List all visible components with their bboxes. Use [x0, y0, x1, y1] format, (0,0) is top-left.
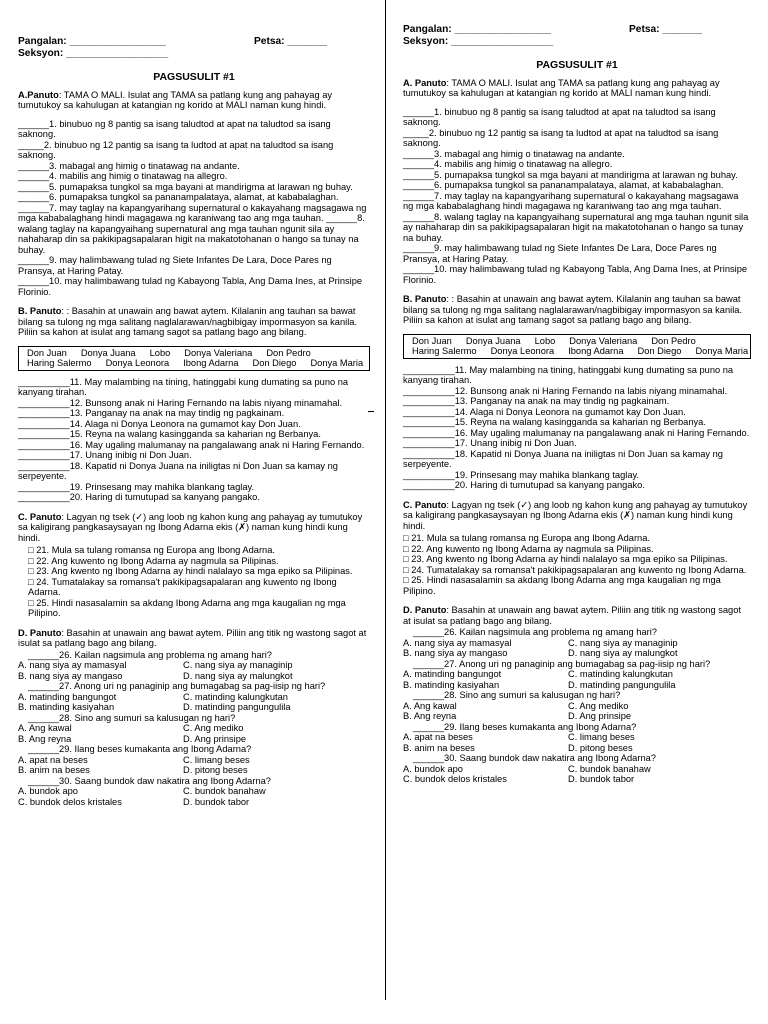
box-name: Don Pedro — [651, 335, 696, 346]
list-item: __________18. Kapatid ni Donya Juana na iniligtas ni Don Juan sa kamay ng serpeyente. — [403, 448, 723, 470]
box-name: Haring Salermo — [412, 346, 477, 357]
choices — [18, 692, 370, 713]
section-field: Seksyon: __________________ — [403, 36, 554, 47]
choice: D. bundok tabor — [183, 796, 250, 807]
list-item: __________14. Alaga ni Donya Leonora na gumamot kay Don Juan. — [403, 406, 686, 417]
list-item: ______5. pumapaksa tungkol sa mga bayani at mandirigma at larawan ng buhay. — [18, 181, 353, 192]
choice: C. limang beses — [183, 754, 250, 765]
part-b-items — [18, 377, 370, 503]
choice: C. limang beses — [568, 732, 635, 743]
checkbox-item[interactable]: □ 25. Hindi nasasalamin sa akdang Ibong Adarna ang mga kaugalian ng mga Pilipino. — [28, 597, 346, 619]
list-item: __________17. Unang inibig ni Don Juan. — [403, 438, 577, 449]
list-item: __________19. Prinsesang may mahika blankang taglay. — [403, 469, 640, 480]
list-item: ______5. pumapaksa tungkol sa mga bayani at mandirigma at larawan ng buhay. — [403, 169, 738, 180]
part-d-items — [403, 627, 751, 785]
choices — [403, 764, 751, 785]
part-a-text: : TAMA O MALI. Isulat ang TAMA sa patlang kung ang pahayag ay tumutukoy sa kahulugan at katangian ng korido at MALI naman kung hindi. — [403, 77, 720, 99]
list-item: __________11. May malambing na tining, hatinggabi kung dumating sa puno na kanyang tirahan. — [18, 376, 349, 398]
list-item: ______6. pumapaksa tungkol sa pananampalataya, alamat, at kababalaghan. — [403, 180, 724, 191]
part-b-text: : : Basahin at unawain ang bawat aytem. Kilalanin ang tauhan sa bawat bilang sa tulong ng mga salitang naglalarawan/nagbibigay impormasyon sa kanila. Piliin sa kahon at isulat ang tamang sagot sa patlang bago ang bilang. — [403, 294, 743, 326]
choice: C. bundok delos kristales — [403, 774, 507, 785]
checkbox-item[interactable]: □ 23. Ang kwento ng Ibong Adarna ay hindi nalalayo sa mga epiko sa Pilipinas. — [28, 566, 353, 577]
choice: C. matinding kalungkutan — [183, 691, 288, 702]
box-row — [27, 348, 361, 359]
list-item: ______9. may halimbawang tulad ng Siete Infantes De Lara, Doce Pares ng Pransya, at Haring Patay. — [403, 243, 717, 264]
header — [18, 36, 370, 62]
question: ______27. Anong uri ng panaginip ang bumagabag sa pag-iisip ng hari? — [28, 681, 326, 692]
choice: A. apat na beses — [18, 754, 88, 765]
part-a-label: A.Panuto — [18, 89, 59, 100]
choice: D. bundok tabor — [568, 774, 635, 785]
list-item: ______7. may taglay na kapangyarihang supernatural o kakayahang magsagawa ng mga kababalaghang hindi magagawa ng karaniwang tao ang mga tauhan. — [403, 190, 739, 212]
list-item: _____2. binubuo ng 12 pantig sa isang ta ludtod at apat na taludtod sa isang saknong. — [18, 139, 334, 161]
name-field: Pangalan: _________________ — [18, 36, 166, 47]
choice: A. matinding bangungot — [18, 691, 117, 702]
part-d-instruction — [18, 628, 370, 649]
list-item: __________14. Alaga ni Donya Leonora na gumamot kay Don Juan. — [18, 418, 301, 429]
box-name: Lobo — [534, 335, 556, 346]
name-field: Pangalan: _________________ — [403, 24, 551, 35]
box-name: Don Pedro — [266, 347, 311, 358]
part-d-items — [18, 650, 370, 808]
quiz-left — [18, 36, 370, 807]
question: ______29. Ilang beses kumakanta ang Ibong Adarna? — [28, 744, 252, 755]
box-name: Don Juan — [412, 335, 452, 346]
box-name: Donya Leonora — [105, 358, 170, 369]
choice: A. nang siya ay mamasyal — [403, 637, 512, 648]
list-item: __________13. Panganay na anak na may tindig ng pagkainam. — [18, 408, 285, 419]
part-b-instruction — [18, 306, 370, 338]
part-c-instruction — [403, 500, 751, 532]
choice: B. Ang reyna — [403, 711, 457, 722]
choices — [18, 755, 370, 776]
part-c-items — [18, 545, 370, 619]
box-name: Haring Salermo — [27, 358, 92, 369]
choice: C. bundok banahaw — [183, 786, 266, 797]
list-item: _____2. binubuo ng 12 pantig sa isang ta ludtod at apat na taludtod sa isang saknong. — [403, 127, 719, 149]
box-name: Donya Maria — [310, 358, 364, 369]
list-item: ______1. binubuo ng 8 pantig sa isang taludtod at apat na taludtod sa isang saknong. — [18, 118, 331, 140]
part-a-text: : TAMA O MALI. Isulat ang TAMA sa patlang kung ang pahayag ay tumutukoy sa kahulugan at katangian ng korido at MALI naman kung hindi. — [18, 89, 333, 111]
part-b-text: : : Basahin at unawain ang bawat aytem. Kilalanin ang tauhan sa bawat bilang sa tulong ng mga salitang naglalarawan/nagbibigay impormasyon sa kanila. Piliin sa kahon at isulat ang tamang sagot sa patlang bago ang bilang. — [18, 306, 358, 338]
box-name: Donya Maria — [695, 346, 749, 357]
list-item: __________17. Unang inibig ni Don Juan. — [18, 450, 192, 461]
list-item: ______7. may taglay na kapangyarihang supernatural o kakayahang magsagawa ng mga kababalaghang hindi magagawa ng karaniwang tao ang mga tauhan. ______8. walang taglay na kapangyaihang supernatural ang mga tauhan ngunit sila ay nahaharap din sa pakikipagsapalaran higit na makatotohanan o hango sa tunay na buhay. — [18, 202, 367, 255]
choice: C. bundok delos kristales — [18, 796, 122, 807]
question: ______27. Anong uri ng panaginip ang bumagabag sa pag-iisip ng hari? — [413, 658, 711, 669]
choice: D. pitong beses — [568, 742, 633, 753]
list-item: __________18. Kapatid ni Donya Juana na iniligtas ni Don Juan sa kamay ng serpeyente. — [18, 460, 338, 482]
page-divider — [385, 0, 386, 1000]
checkbox-item[interactable]: □ 23. Ang kwento ng Ibong Adarna ay hindi nalalayo sa mga epiko sa Pilipinas. — [403, 554, 728, 565]
choices — [403, 669, 751, 690]
box-name: Don Diego — [252, 358, 297, 369]
part-a-items — [18, 119, 370, 298]
choice: A. bundok apo — [403, 763, 463, 774]
choice: D. matinding pangungulila — [568, 679, 676, 690]
choice: C. Ang mediko — [183, 723, 244, 734]
box-row — [412, 336, 742, 347]
quiz-title: PAGSUSULIT #1 — [536, 59, 618, 71]
choice: A. bundok apo — [18, 786, 78, 797]
choices — [403, 732, 751, 753]
part-a-label: A. Panuto — [403, 77, 447, 88]
part-c-label: C. Panuto — [403, 499, 447, 510]
box-row — [27, 358, 364, 369]
quiz-title: PAGSUSULIT #1 — [153, 71, 235, 83]
box-name: Donya Leonora — [490, 346, 555, 357]
date-field: Petsa: _______ — [254, 36, 328, 47]
list-item: ______1. binubuo ng 8 pantig sa isang taludtod at apat na taludtod sa isang saknong. — [403, 106, 716, 128]
character-box — [403, 334, 751, 359]
list-item: ______10. may halimbawang tulad ng Kabayong Tabla, Ang Dama Ines, at Prinsipe Florinio. — [403, 264, 748, 285]
box-name: Donya Valeriana — [184, 347, 253, 358]
list-item: ______8. walang taglay na kapangyaihang supernatural ang mga tauhan ngunit sila ay nahaharap din sa pakikipagsapalaran higit na makatotohanan o hango sa tunay na buhay. — [403, 211, 749, 243]
part-d-instruction — [403, 605, 751, 626]
choice: D. nang siya ay malungkot — [183, 670, 293, 681]
part-a-items — [403, 107, 751, 286]
checkbox-item[interactable]: □ 22. Ang kuwento ng Ibong Adarna ay nagmula sa Pilipinas. — [403, 543, 654, 554]
part-a-instruction — [18, 90, 370, 111]
choices — [403, 701, 751, 722]
question: ______26. Kailan nagsimula ang problema ng amang hari? — [413, 627, 657, 638]
list-item: __________11. May malambing na tining, hatinggabi kung dumating sa puno na kanyang tirahan. — [403, 364, 734, 386]
list-item: __________16. May ugaling malumanay na pangalawang anak ni Haring Fernando. — [403, 427, 750, 438]
box-name: Ibong Adarna — [183, 358, 239, 369]
part-b-instruction — [403, 294, 751, 326]
checkbox-item[interactable]: □ 24. Tumatalakay sa romansa't pakikipagsapalaran ang kuwento ng Ibong Adarna. — [403, 564, 747, 575]
list-item: ______3. mabagal ang himig o tinatawag na andante. — [403, 148, 625, 159]
list-item: __________12. Bunsong anak ni Haring Fernando na labis niyang minamahal. — [403, 385, 728, 396]
choice: C. bundok banahaw — [568, 763, 651, 774]
choice: C. nang siya ay managinip — [568, 637, 678, 648]
part-c-text: : Lagyan ng tsek (✓) ang loob ng kahon kung ang pahayag ay tumutukoy sa kaligirang pangkasaysayan ng Ibong Adarna ekis (✗) naman kung hindi kung hindi. — [18, 511, 363, 543]
checkbox-item[interactable]: □ 21. Mula sa tulang romansa ng Europa ang Ibong Adarna. — [28, 545, 275, 556]
part-c-label: C. Panuto — [18, 511, 62, 522]
header — [403, 24, 751, 50]
choice: A. apat na beses — [403, 732, 473, 743]
box-name: Don Juan — [27, 347, 67, 358]
choice: C. Ang mediko — [568, 700, 629, 711]
choice: D. Ang prinsipe — [183, 733, 247, 744]
question: ______28. Sino ang sumuri sa kalusugan ng hari? — [413, 690, 621, 701]
choice: B. matinding kasiyahan — [18, 702, 115, 713]
part-c-text: : Lagyan ng tsek (✓) ang loob ng kahon kung ang pahayag ay tumutukoy sa kaligirang pangkasaysayan ng Ibong Adarna ekis (✗) naman kung hindi kung hindi. — [403, 499, 748, 531]
character-box — [18, 346, 370, 371]
question: ______30. Saang bundok daw nakatira ang Ibong Adarna? — [28, 775, 271, 786]
choice: B. Ang reyna — [18, 733, 72, 744]
choice: A. Ang kawal — [18, 723, 72, 734]
date-field: Petsa: _______ — [629, 24, 703, 35]
list-item: ______4. mabilis ang himig o tinatawag na allegro. — [18, 171, 228, 182]
list-item: __________19. Prinsesang may mahika blankang taglay. — [18, 481, 255, 492]
list-item: __________12. Bunsong anak ni Haring Fernando na labis niyang minamahal. — [18, 397, 343, 408]
box-name: Donya Juana — [80, 347, 136, 358]
box-name: Ibong Adarna — [568, 346, 624, 357]
part-d-label: D. Panuto — [18, 627, 62, 638]
part-c-instruction — [18, 512, 370, 544]
list-item: ______4. mabilis ang himig o tinatawag na allegro. — [403, 159, 613, 170]
box-name: Donya Valeriana — [569, 335, 638, 346]
choices — [18, 660, 370, 681]
choices — [18, 723, 370, 744]
choice: D. nang siya ay malungkot — [568, 648, 678, 659]
choice: C. nang siya ay managinip — [183, 660, 293, 671]
part-d-text: : Basahin at unawain ang bawat aytem. Piliin ang titik ng wastong sagot at isulat sa patlang bago ang bilang. — [18, 627, 367, 649]
choices — [18, 786, 370, 807]
checkbox-item[interactable]: □ 24. Tumatalakay sa romansa't pakikipagsapalaran ang kuwento ng Ibong Adarna. — [28, 576, 337, 598]
checkbox-item[interactable]: □ 22. Ang kuwento ng Ibong Adarna ay nagmula sa Pilipinas. — [28, 555, 279, 566]
question: ______28. Sino ang sumuri sa kalusugan ng hari? — [28, 712, 236, 723]
list-item: __________15. Reyna na walang kasingganda sa kaharian ng Berbanya. — [403, 417, 706, 428]
part-b-label: B. Panuto — [18, 306, 62, 317]
question: ______30. Saang bundok daw nakatira ang Ibong Adarna? — [413, 753, 656, 764]
checkbox-item[interactable]: □ 21. Mula sa tulang romansa ng Europa ang Ibong Adarna. — [403, 533, 650, 544]
choice: D. matinding pangungulila — [183, 702, 291, 713]
choice: B. anim na beses — [403, 742, 475, 753]
part-b-items — [403, 365, 751, 491]
part-d-label: D. Panuto — [403, 605, 447, 616]
choice: D. pitong beses — [183, 765, 248, 776]
checkbox-item[interactable]: □ 25. Hindi nasasalamin sa akdang Ibong Adarna ang mga kaugalian ng mga Pilipino. — [403, 575, 721, 596]
list-item: __________20. Haring di tumutupad sa kanyang pangako. — [403, 480, 645, 491]
list-item: __________20. Haring di tumutupad sa kanyang pangako. — [18, 492, 260, 503]
choice: D. Ang prinsipe — [568, 711, 632, 722]
box-name: Lobo — [149, 347, 171, 358]
list-item: __________16. May ugaling malumanay na pangalawang anak ni Haring Fernando. — [18, 439, 365, 450]
list-item: ______3. mabagal ang himig o tinatawag na andante. — [18, 160, 240, 171]
question: ______26. Kailan nagsimula ang problema ng amang hari? — [28, 649, 272, 660]
section-field: Seksyon: __________________ — [18, 48, 169, 59]
list-item: ______9. may halimbawang tulad ng Siete Infantes De Lara, Doce Pares ng Pransya, at Haring Patay. — [18, 255, 332, 276]
list-item: __________13. Panganay na anak na may tindig ng pagkainam. — [403, 396, 670, 407]
box-row — [412, 346, 749, 357]
choices — [403, 638, 751, 659]
list-item: ______10. may halimbawang tulad ng Kabayong Tabla, Ang Dama Ines, at Prinsipe Florinio. — [18, 276, 363, 297]
question: ______29. Ilang beses kumakanta ang Ibong Adarna? — [413, 721, 637, 732]
list-item: __________15. Reyna na walang kasingganda sa kaharian ng Berbanya. — [18, 429, 321, 440]
choice: B. anim na beses — [18, 765, 90, 776]
list-item: ______6. pumapaksa tungkol sa pananampalataya, alamat, at kababalaghan. — [18, 192, 339, 203]
part-c-items — [403, 533, 751, 596]
choice: B. nang siya ay mangaso — [18, 670, 123, 681]
box-name: Don Diego — [637, 346, 682, 357]
part-b-label: B. Panuto — [403, 294, 447, 305]
box-name: Donya Juana — [465, 335, 521, 346]
choice: B. matinding kasiyahan — [403, 679, 500, 690]
quiz-right — [403, 24, 751, 785]
part-a-instruction — [403, 78, 751, 99]
choice: A. Ang kawal — [403, 700, 457, 711]
choice: A. matinding bangungot — [403, 669, 502, 680]
choice: B. nang siya ay mangaso — [403, 648, 508, 659]
part-d-text: : Basahin at unawain ang bawat aytem. Piliin ang titik ng wastong sagot at isulat sa patlang bago ang bilang. — [403, 605, 741, 626]
choice: C. matinding kalungkutan — [568, 669, 673, 680]
choice: A. nang siya ay mamasyal — [18, 660, 127, 671]
